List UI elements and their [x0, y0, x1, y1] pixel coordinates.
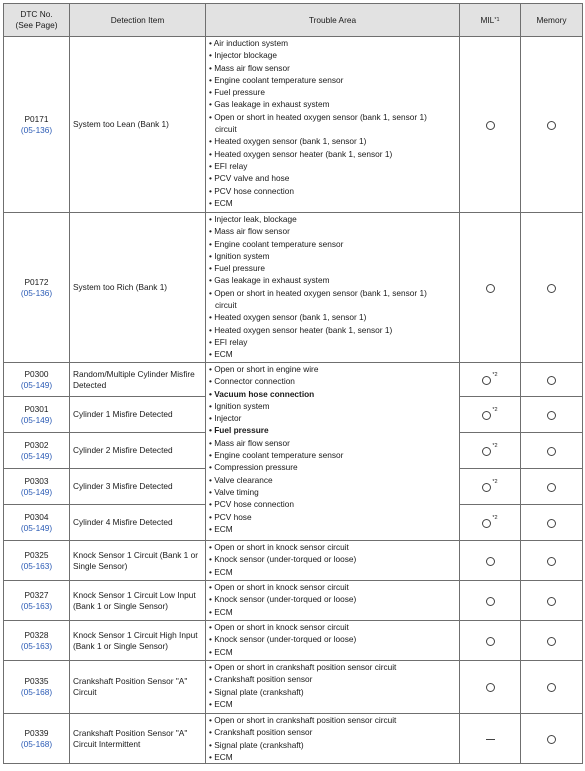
- trouble-area-cell: [206, 621, 460, 661]
- trouble-area-item: • Heated oxygen sensor (bank 1, sensor 1): [209, 136, 367, 147]
- mil-cell: [460, 433, 521, 469]
- mil-cell: [460, 469, 521, 505]
- header-mil: MIL$^{*1}$: [460, 4, 521, 37]
- dtc-code-cell: [4, 541, 70, 581]
- circle-icon: [547, 557, 556, 566]
- circle-icon: [547, 121, 556, 130]
- circle-icon: [547, 447, 556, 456]
- trouble-area-item: • Connector connection: [209, 376, 295, 387]
- table-row: [4, 621, 583, 661]
- memory-cell: [521, 505, 583, 541]
- trouble-area-cell: [206, 541, 460, 581]
- trouble-area-item: • ECM: [209, 523, 233, 534]
- trouble-area-item: circuit: [215, 124, 237, 135]
- dtc-code-cell: [4, 37, 70, 213]
- trouble-area-item: • Injector: [209, 413, 242, 424]
- header-dtc-no: DTC No. (See Page): [4, 4, 70, 37]
- dtc-code: P0171: [24, 113, 49, 124]
- dtc-code: P0300: [24, 368, 49, 379]
- trouble-area-item: circuit: [215, 300, 237, 311]
- see-page-link[interactable]: (05-168): [20, 687, 53, 697]
- dtc-code-cell: [4, 213, 70, 363]
- mil-cell: [460, 213, 521, 363]
- trouble-area-item: • Air induction system: [209, 38, 288, 48]
- trouble-area-item: • EFI relay: [209, 336, 248, 347]
- trouble-area-item: • Vacuum hose connection: [209, 388, 315, 399]
- header-memory: Memory: [521, 4, 583, 37]
- mil-cell: [460, 397, 521, 433]
- trouble-area-item: • PCV hose connection: [209, 185, 295, 196]
- detection-item: Random/Multiple Cylinder Misfire Detected: [70, 363, 206, 397]
- trouble-area-item: • Open or short in knock sensor circuit: [209, 542, 349, 552]
- trouble-area-item: • Heated oxygen sensor (bank 1, sensor 1): [209, 312, 367, 323]
- dtc-code: P0327: [24, 589, 49, 600]
- mil-cell: [460, 37, 521, 213]
- detection-item: Knock Sensor 1 Circuit Low Input (Bank 1 or Single Sensor): [70, 581, 206, 621]
- circle-icon: [547, 483, 556, 492]
- dtc-code-cell: [4, 581, 70, 621]
- trouble-area-item: • PCV hose connection: [209, 499, 295, 510]
- trouble-area-item: • ECM: [209, 349, 233, 360]
- trouble-area-item: • Compression pressure: [209, 462, 298, 473]
- see-page-link[interactable]: (05-149): [20, 450, 53, 461]
- see-page-link[interactable]: (05-163): [20, 560, 53, 571]
- see-page-link[interactable]: (05-149): [20, 522, 53, 533]
- trouble-area-item: • Injector blockage: [209, 50, 277, 61]
- circle-icon: [482, 519, 491, 528]
- trouble-area-item: • Gas leakage in exhaust system: [209, 275, 330, 286]
- dtc-code: P0339: [24, 727, 49, 738]
- dash-icon: [486, 739, 495, 740]
- trouble-area-cell: [206, 714, 460, 764]
- dtc-code: P0325: [24, 549, 49, 560]
- table-row: [4, 581, 583, 621]
- trouble-area-item: • EFI relay: [209, 160, 248, 171]
- mil-cell: [460, 505, 521, 541]
- circle-icon: [482, 447, 491, 456]
- detection-item: Cylinder 1 Misfire Detected: [70, 397, 206, 433]
- trouble-area-item: • Ignition system: [209, 250, 270, 261]
- memory-cell: [521, 621, 583, 661]
- detection-item: Crankshaft Position Sensor "A" Circuit: [70, 661, 206, 714]
- mil-footnote: *2: [492, 372, 498, 379]
- detection-item: Cylinder 2 Misfire Detected: [70, 433, 206, 469]
- dtc-code-cell: [4, 714, 70, 764]
- see-page-link[interactable]: (05-136): [20, 124, 53, 135]
- mil-footnote: *2: [492, 443, 498, 450]
- trouble-area-item: • Knock sensor (under-torqued or loose): [209, 554, 357, 565]
- trouble-area-item: • Fuel pressure: [209, 425, 269, 436]
- circle-icon: [486, 284, 495, 293]
- trouble-area-item: • Signal plate (crankshaft): [209, 739, 304, 750]
- memory-cell: [521, 37, 583, 213]
- trouble-area-item: • Mass air flow sensor: [209, 226, 290, 237]
- dtc-table: [3, 3, 583, 764]
- trouble-area-item: • Crankshaft position sensor: [209, 727, 313, 738]
- circle-icon: [482, 411, 491, 420]
- detection-item: Cylinder 3 Misfire Detected: [70, 469, 206, 505]
- table-row: [4, 541, 583, 581]
- dtc-code: P0172: [24, 276, 49, 287]
- trouble-area-item: • Open or short in engine wire: [209, 364, 319, 374]
- dtc-code: P0304: [24, 511, 49, 522]
- circle-icon: [547, 519, 556, 528]
- table-row: [4, 714, 583, 764]
- trouble-area-item: • Heated oxygen sensor heater (bank 1, sensor 1): [209, 324, 393, 335]
- dtc-code-cell: [4, 505, 70, 541]
- circle-icon: [486, 597, 495, 606]
- see-page-link[interactable]: (05-163): [20, 640, 53, 651]
- trouble-area-cell: [206, 661, 460, 714]
- circle-icon: [547, 411, 556, 420]
- dtc-code-cell: [4, 469, 70, 505]
- trouble-area-item: • Heated oxygen sensor heater (bank 1, sensor 1): [209, 148, 393, 159]
- memory-cell: [521, 541, 583, 581]
- table-row: [4, 363, 583, 397]
- circle-icon: [547, 376, 556, 385]
- detection-item: Cylinder 4 Misfire Detected: [70, 505, 206, 541]
- header-trouble-area: Trouble Area: [206, 4, 460, 37]
- dtc-code: P0301: [24, 403, 49, 414]
- trouble-area-item: • Fuel pressure: [209, 263, 265, 274]
- detection-item: Knock Sensor 1 Circuit (Bank 1 or Single Sensor): [70, 541, 206, 581]
- see-page-link[interactable]: (05-149): [20, 379, 53, 390]
- memory-cell: [521, 213, 583, 363]
- circle-icon: [547, 597, 556, 606]
- dtc-code-cell: [4, 363, 70, 397]
- trouble-area-item: • Ignition system: [209, 400, 270, 411]
- table-row: [4, 213, 583, 363]
- trouble-area-item: • Knock sensor (under-torqued or loose): [209, 594, 357, 605]
- trouble-area-cell: [206, 37, 460, 213]
- circle-icon: [486, 683, 495, 692]
- table-row: [4, 37, 583, 213]
- trouble-area-cell: [206, 213, 460, 363]
- trouble-area-item: • Open or short in heated oxygen sensor (bank 1, sensor 1): [209, 111, 427, 122]
- trouble-area-item: • Open or short in knock sensor circuit: [209, 622, 349, 632]
- memory-cell: [521, 363, 583, 397]
- mil-footnote: *2: [492, 407, 498, 414]
- trouble-area-item: • Mass air flow sensor: [209, 437, 290, 448]
- memory-cell: [521, 714, 583, 764]
- table-header-row: [4, 4, 583, 37]
- trouble-area-cell: [206, 363, 460, 541]
- trouble-area-item: • Fuel pressure: [209, 87, 265, 98]
- trouble-area-item: • Open or short in crankshaft position sensor circuit: [209, 715, 397, 725]
- trouble-area-item: • Engine coolant temperature sensor: [209, 238, 344, 249]
- trouble-area-item: • Engine coolant temperature sensor: [209, 450, 344, 461]
- trouble-area-item: • ECM: [209, 566, 233, 577]
- trouble-area-item: • Open or short in knock sensor circuit: [209, 582, 349, 592]
- trouble-area-item: • Open or short in heated oxygen sensor (bank 1, sensor 1): [209, 287, 427, 298]
- detection-item: System too Lean (Bank 1): [70, 37, 206, 213]
- dtc-code-cell: [4, 433, 70, 469]
- see-page-link[interactable]: (05-136): [20, 287, 53, 298]
- dtc-code: P0303: [24, 475, 49, 486]
- trouble-area-item: • Mass air flow sensor: [209, 62, 290, 73]
- trouble-area-item: • ECM: [209, 698, 233, 709]
- detection-item: System too Rich (Bank 1): [70, 213, 206, 363]
- detection-item: Knock Sensor 1 Circuit High Input (Bank 1 or Single Sensor): [70, 621, 206, 661]
- circle-icon: [547, 683, 556, 692]
- mil-footnote: *2: [492, 479, 498, 486]
- mil-cell: [460, 581, 521, 621]
- table-row: [4, 661, 583, 714]
- dtc-code: P0302: [24, 439, 49, 450]
- detection-item: Crankshaft Position Sensor "A" Circuit Intermittent: [70, 714, 206, 764]
- trouble-area-item: • Open or short in crankshaft position sensor circuit: [209, 662, 397, 672]
- trouble-area-item: • ECM: [209, 646, 233, 657]
- circle-icon: [547, 637, 556, 646]
- mil-cell: [460, 621, 521, 661]
- circle-icon: [486, 557, 495, 566]
- see-page-link[interactable]: (05-163): [20, 600, 53, 611]
- see-page-link[interactable]: (05-149): [20, 414, 53, 425]
- trouble-area-item: • Valve clearance: [209, 474, 273, 485]
- circle-icon: [547, 284, 556, 293]
- circle-icon: [482, 483, 491, 492]
- trouble-area-item: • Injector leak, blockage: [209, 214, 297, 224]
- trouble-area-item: • Engine coolant temperature sensor: [209, 74, 344, 85]
- circle-icon: [486, 121, 495, 130]
- dtc-code-cell: [4, 621, 70, 661]
- trouble-area-item: • PCV valve and hose: [209, 173, 290, 184]
- trouble-area-item: • ECM: [209, 197, 233, 208]
- circle-icon: [486, 637, 495, 646]
- trouble-area-item: • Crankshaft position sensor: [209, 674, 313, 685]
- mil-cell: [460, 714, 521, 764]
- dtc-code-cell: [4, 661, 70, 714]
- mil-cell: [460, 541, 521, 581]
- trouble-area-item: • Gas leakage in exhaust system: [209, 99, 330, 110]
- dtc-code-cell: [4, 397, 70, 433]
- circle-icon: [482, 376, 491, 385]
- trouble-area-item: • Signal plate (crankshaft): [209, 686, 304, 697]
- mil-cell: [460, 363, 521, 397]
- circle-icon: [547, 735, 556, 744]
- header-detection-item: Detection Item: [70, 4, 206, 37]
- see-page-link[interactable]: (05-149): [20, 486, 53, 497]
- trouble-area-item: • ECM: [209, 606, 233, 617]
- see-page-link[interactable]: (05-168): [20, 738, 53, 749]
- memory-cell: [521, 581, 583, 621]
- trouble-area-item: • Valve timing: [209, 486, 259, 497]
- dtc-code: P0328: [24, 629, 49, 640]
- memory-cell: [521, 433, 583, 469]
- mil-footnote: *2: [492, 515, 498, 522]
- memory-cell: [521, 469, 583, 505]
- trouble-area-item: • Knock sensor (under-torqued or loose): [209, 634, 357, 645]
- trouble-area-item: • ECM: [209, 751, 233, 762]
- memory-cell: [521, 661, 583, 714]
- trouble-area-item: • PCV hose: [209, 511, 252, 522]
- memory-cell: [521, 397, 583, 433]
- mil-cell: [460, 661, 521, 714]
- trouble-area-cell: [206, 581, 460, 621]
- dtc-code: P0335: [24, 676, 49, 686]
